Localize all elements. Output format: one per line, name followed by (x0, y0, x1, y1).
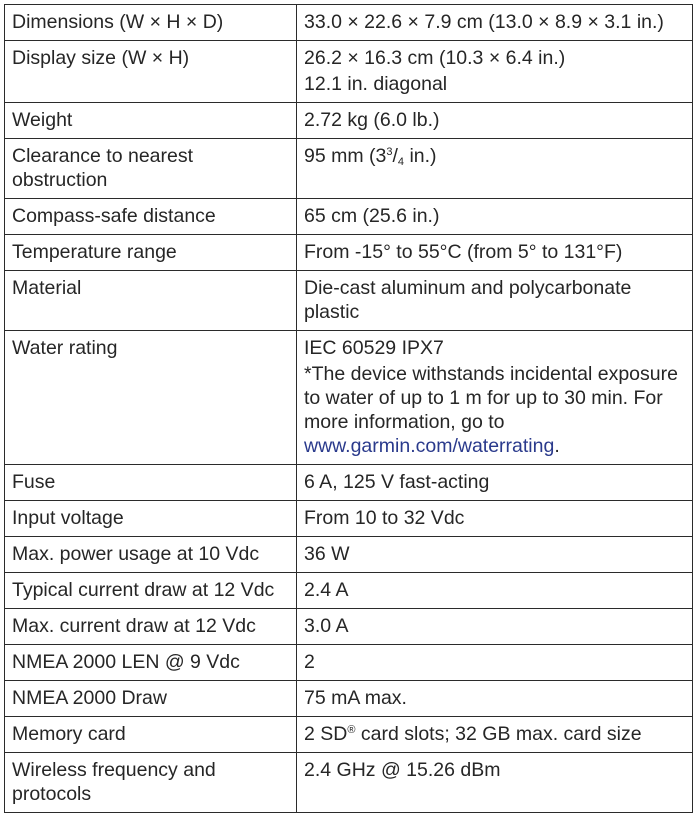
spec-label (5, 235, 297, 271)
spec-value (297, 609, 693, 645)
spec-value (297, 41, 693, 103)
spec-value (297, 681, 693, 717)
spec-label-text: Weight (12, 109, 73, 131)
spec-value (297, 501, 693, 537)
spec-value (297, 5, 693, 41)
spec-label-text: Material (12, 277, 82, 299)
water-rating-note (304, 362, 686, 458)
spec-value (297, 573, 693, 609)
spec-label-text: Compass-safe distance (12, 205, 216, 227)
spec-label (5, 717, 297, 753)
table-row (5, 103, 693, 139)
spec-label-text: NMEA 2000 LEN @ 9 Vdc (12, 651, 240, 673)
spec-value-text: 95 mm (3 (304, 145, 387, 167)
spec-label (5, 465, 297, 501)
spec-label-text: NMEA 2000 Draw (12, 687, 167, 709)
spec-label (5, 103, 297, 139)
spec-value-text: 26.2 × 16.3 cm (10.3 × 6.4 in.) (304, 47, 566, 69)
spec-value-text: 75 mA max. (304, 687, 407, 709)
table-row (5, 41, 693, 103)
spec-value (297, 199, 693, 235)
table-row (5, 235, 693, 271)
spec-value-text: IEC 60529 IPX7 (304, 337, 444, 359)
spec-value-text: 2.72 kg (6.0 lb.) (304, 109, 440, 131)
table-row (5, 537, 693, 573)
spec-label-text: Fuse (12, 471, 56, 493)
specifications-table (4, 4, 693, 813)
spec-label (5, 753, 297, 813)
spec-value-text: 2 (304, 651, 315, 673)
spec-label-text: Max. power usage at 10 Vdc (12, 543, 260, 565)
spec-value-text: From 10 to 32 Vdc (304, 507, 465, 529)
spec-label (5, 537, 297, 573)
spec-value-text: card slots; 32 GB max. card size (355, 723, 642, 745)
spec-label-text: Temperature range (12, 241, 177, 263)
spec-value-text: 6 A, 125 V fast-acting (304, 471, 490, 493)
spec-value-text: 2.4 A (304, 579, 349, 601)
spec-label (5, 681, 297, 717)
spec-value (297, 645, 693, 681)
spec-value (297, 331, 693, 465)
table-row (5, 573, 693, 609)
spec-value-text: in.) (404, 145, 437, 167)
table-row (5, 465, 693, 501)
table-row (5, 199, 693, 235)
spec-label (5, 573, 297, 609)
spec-label-text: Typical current draw at 12 Vdc (12, 579, 275, 601)
fraction-denominator: 4 (397, 156, 405, 168)
spec-value (297, 271, 693, 331)
fraction-slash: / (392, 145, 398, 167)
table-row (5, 331, 693, 465)
registered-mark: ® (347, 724, 356, 736)
spec-value (297, 753, 693, 813)
spec-label (5, 139, 297, 199)
spec-label-text: Input voltage (12, 507, 124, 529)
fraction-numerator: 3 (386, 146, 393, 158)
spec-label (5, 5, 297, 41)
table-row (5, 681, 693, 717)
spec-value-text: 2 SD (304, 723, 348, 745)
spec-label (5, 501, 297, 537)
table-row (5, 645, 693, 681)
spec-label (5, 331, 297, 465)
spec-value (297, 103, 693, 139)
spec-value-text: 12.1 in. diagonal (304, 73, 448, 95)
spec-value-text: From -15° to 55°C (from 5° to 131°F) (304, 241, 623, 263)
spec-value (297, 465, 693, 501)
table-row (5, 609, 693, 645)
spec-label-text: Max. current draw at 12 Vdc (12, 615, 256, 637)
spec-value (297, 537, 693, 573)
spec-label (5, 271, 297, 331)
spec-label-text: Clearance to nearest obstruction (12, 145, 194, 191)
spec-label-text: Memory card (12, 723, 126, 745)
spec-value (297, 717, 693, 753)
spec-value (297, 139, 693, 199)
table-row (5, 717, 693, 753)
spec-label-text: Display size (W × H) (12, 47, 190, 69)
spec-value-text: 3.0 A (304, 615, 349, 637)
spec-label-text: Dimensions (W × H × D) (12, 11, 224, 33)
spec-label (5, 199, 297, 235)
spec-value-text: 65 cm (25.6 in.) (304, 205, 440, 227)
spec-value-text: 33.0 × 22.6 × 7.9 cm (13.0 × 8.9 × 3.1 in.) (304, 11, 664, 33)
spec-label-text: Water rating (12, 337, 118, 359)
spec-label (5, 609, 297, 645)
spec-value-text: *The device withstands incidental exposure to water of up to 1 m for up to 30 min. For more information, go to (304, 363, 678, 433)
spec-value-text: . (554, 435, 560, 457)
table-row (5, 5, 693, 41)
spec-label (5, 41, 297, 103)
spec-value (297, 235, 693, 271)
spec-label (5, 645, 297, 681)
waterrating-link[interactable]: www.garmin.com/waterrating (304, 435, 555, 457)
spec-value-text: 2.4 GHz @ 15.26 dBm (304, 759, 501, 781)
table-row (5, 139, 693, 199)
table-row (5, 271, 693, 331)
spec-label-text: Wireless frequency and protocols (12, 759, 216, 805)
spec-value-text: 36 W (304, 543, 350, 565)
table-row (5, 501, 693, 537)
table-row (5, 753, 693, 813)
spec-value-text: Die-cast aluminum and polycarbonate plastic (304, 277, 632, 323)
